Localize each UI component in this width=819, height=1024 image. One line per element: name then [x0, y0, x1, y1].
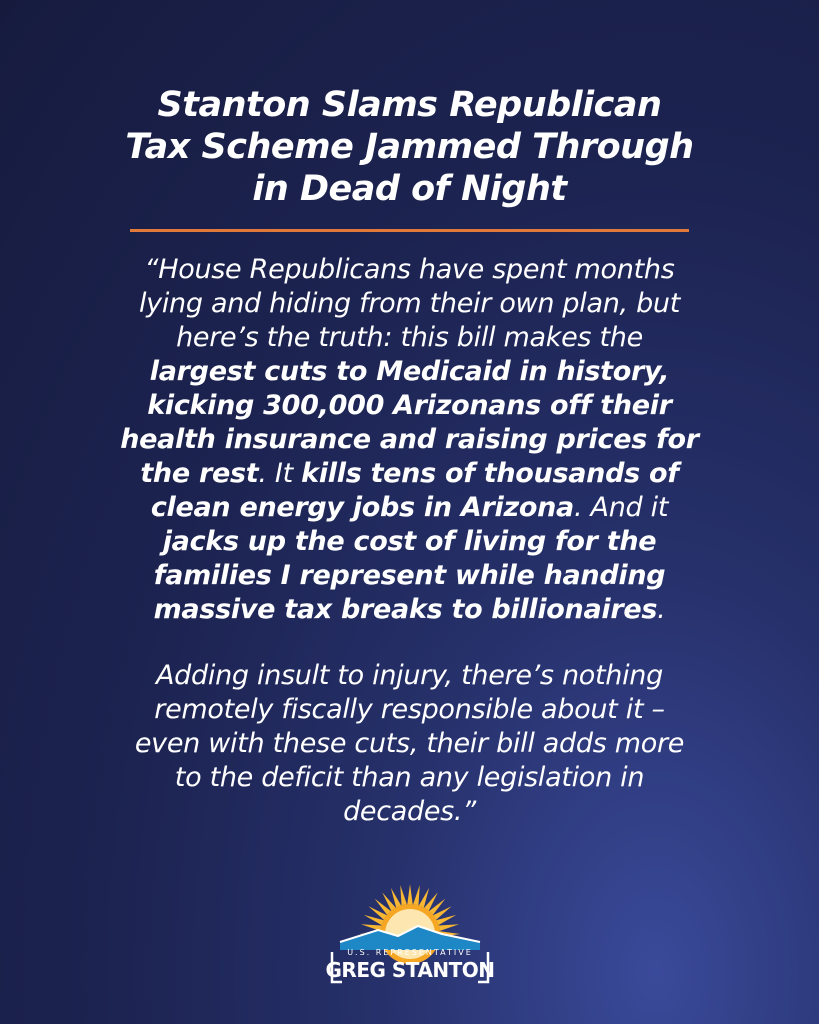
- quote-line: even with these cuts, their bill adds more: [134, 728, 685, 759]
- plain-text: .: [657, 594, 666, 625]
- paragraph-gap: [0, 627, 819, 659]
- quote-line: decades.”: [343, 796, 476, 827]
- headline-line-2: Tax Scheme Jammed Through: [125, 127, 694, 167]
- quote-line: “House Republicans have spent months: [144, 254, 675, 285]
- logo-title: U.S. REPRESENTATIVE: [347, 948, 473, 957]
- emphasis: kicking 300,000 Arizonans off their: [147, 390, 672, 421]
- emphasis: largest cuts to Medicaid in history,: [149, 356, 670, 387]
- emphasis: the rest: [140, 458, 259, 489]
- greg-stanton-logo: [318, 868, 502, 990]
- headline-line-3: in Dead of Night: [252, 169, 567, 209]
- plain-text: . It: [258, 458, 302, 489]
- quote-line: to the deficit than any legislation in: [174, 762, 645, 793]
- sun-ray: [407, 884, 412, 904]
- logo-name: GREG STANTON: [325, 958, 495, 982]
- emphasis: families I represent while handing: [153, 560, 666, 591]
- orange-divider: [130, 229, 689, 232]
- quote-line-bold: [0, 355, 819, 389]
- headline-line-1: Stanton Slams Republican: [157, 85, 662, 125]
- emphasis: kills tens of thousands of: [301, 458, 679, 489]
- quote-line: remotely fiscally responsible about it –: [154, 694, 665, 725]
- quote-line: here’s the truth: this bill makes the: [176, 322, 643, 353]
- statement-quote: [0, 253, 819, 829]
- plain-text: . And it: [573, 492, 669, 523]
- headline: [0, 84, 819, 210]
- emphasis: jacks up the cost of living for the: [162, 526, 657, 557]
- emphasis: massive tax breaks to billionaires: [153, 594, 658, 625]
- sun-ray: [413, 885, 420, 905]
- quote-line-bold: [0, 525, 819, 559]
- quote-line: Adding insult to injury, there’s nothing: [156, 660, 663, 691]
- quote-line-bold: [0, 559, 819, 593]
- sun-ray: [439, 924, 459, 931]
- quote-line-bold: [0, 389, 819, 423]
- quote-line-mixed: [0, 491, 819, 525]
- emphasis: clean energy jobs in Arizona: [150, 492, 574, 523]
- quote-line: lying and hiding from their own plan, but: [138, 288, 681, 319]
- quote-line-mixed: [0, 593, 819, 627]
- quote-line-bold: [0, 423, 819, 457]
- sun-ray: [400, 885, 407, 905]
- quote-line-mixed: [0, 457, 819, 491]
- emphasis: health insurance and raising prices for: [120, 424, 699, 455]
